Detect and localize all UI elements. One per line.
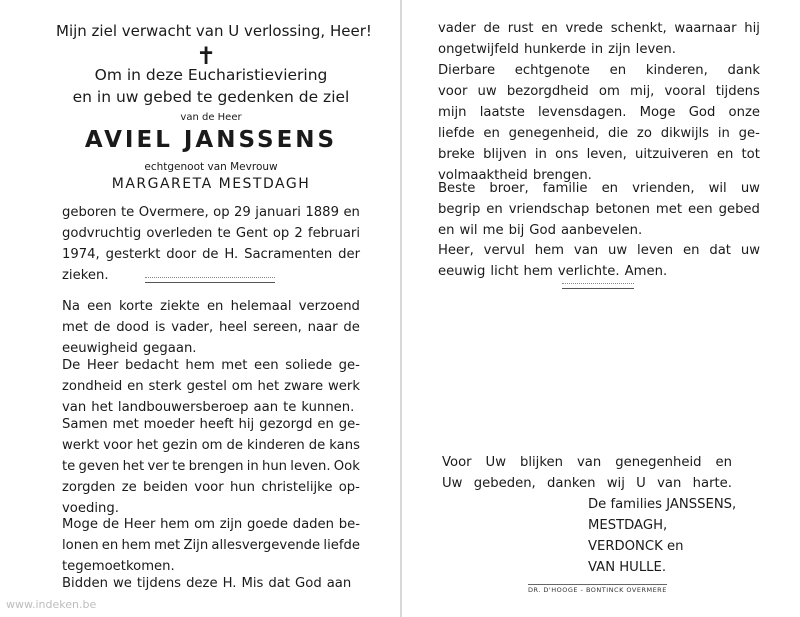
text-line: volmaaktheid brengen. — [438, 168, 592, 183]
cross-icon: ✝ — [196, 42, 217, 70]
paragraph-spouse-children — [438, 60, 760, 186]
deceased-name: AVIEL JANSSENS — [84, 127, 338, 153]
text-line: Samen met moeder heeft hij gezorgd en ge- — [62, 417, 360, 432]
family-signatures — [588, 494, 736, 578]
text-line: eeuwig licht hem verlichte. Amen. — [438, 264, 668, 279]
text-line: Beste broer, familie en vrienden, wil uw — [438, 181, 760, 196]
separator-line — [145, 277, 275, 283]
invitation-line-1: Om in deze Eucharistieviering — [94, 66, 328, 84]
text-line: liefde en genegenheid, die zo dikwijls in ge- — [438, 126, 760, 141]
paragraph-peaceful-death — [62, 296, 360, 359]
paragraph-reward — [62, 514, 360, 577]
watermark: www.indeken.be — [6, 598, 97, 611]
text-line: Uw gebeden, danken wij U van harte. — [442, 476, 732, 491]
text-line: lonen en hem met Zijn allesvergevende liefde — [62, 538, 360, 553]
text-line: te geven het ver te brengen in hun leven. Ook — [62, 459, 360, 474]
printer-credit: DR. D'HOOGE - BONTINCK OVERMERE — [528, 586, 667, 594]
family-line: De families JANSSENS, — [588, 497, 737, 512]
text-line: en wil me bij God aanbevelen. — [438, 223, 643, 238]
text-line: breke blijven in ons leven, uitzuiveren en tot — [438, 147, 760, 162]
text-line: zorgden ze beiden voor hun christelijke op- — [62, 480, 360, 495]
separator-line — [562, 283, 634, 289]
paragraph-friends — [438, 178, 760, 241]
text-line: Heer, vervul hem van uw leven en dat uw — [438, 243, 760, 258]
text-line: werkt voor het gezin om de kinderen de kans — [62, 438, 360, 453]
text-line: Bidden we tijdens deze H. Mis dat God aan — [62, 576, 352, 591]
text-line: 1974, gesterkt door de H. Sacramenten der — [62, 247, 360, 262]
text-line: vader de rust en vrede schenkt, waarnaar hij — [438, 21, 760, 36]
right-panel — [402, 0, 800, 617]
text-line: voeding. — [62, 501, 119, 516]
text-line: Na een korte ziekte en helemaal verzoend — [62, 299, 360, 314]
paragraph-health — [62, 355, 360, 418]
text-line: mijn laatste levensdagen. Moge God onze — [438, 105, 760, 120]
title-of-deceased: van de Heer — [180, 112, 242, 123]
text-line: zieken. — [62, 268, 109, 283]
text-line: Voor Uw blijken van genegenheid en — [442, 455, 732, 470]
spouse-name: MARGARETA MESTDAGH — [111, 176, 311, 192]
text-line: voor uw bezorgdheid om mij, vooral tijdens — [438, 84, 760, 99]
text-line: met de dood is vader, heel sereen, naar de — [62, 320, 360, 335]
thanks-paragraph — [442, 452, 732, 494]
text-line: zondheid en sterk gestel om het zware werk — [62, 379, 360, 394]
birth-death-paragraph — [62, 202, 360, 286]
spouse-label: echtgenoot van Mevrouw — [144, 161, 278, 173]
paragraph-family — [62, 414, 360, 519]
text-line: godvruchtig overleden te Gent op 2 februari — [62, 226, 360, 241]
text-line: van het landbouwersberoep aan te kunnen. — [62, 400, 355, 415]
paragraph-closing-prayer — [438, 240, 760, 282]
text-line: geboren te Overmere, op 29 januari 1889 en — [62, 205, 360, 220]
text-line: tegemoetkomen. — [62, 559, 175, 574]
text-line: begrip en vriendschap betonen met een gebed — [438, 202, 760, 217]
text-line: Dierbare echtgenote en kinderen, dank — [438, 63, 760, 78]
text-line: ongetwijfeld hunkerde in zijn leven. — [438, 42, 676, 57]
family-line: VERDONCK en — [588, 539, 684, 554]
opening-verse: Mijn ziel verwacht van U verlossing, Heer! — [56, 22, 372, 40]
text-line: eeuwigheid gegaan. — [62, 341, 197, 356]
family-line: VAN HULLE. — [588, 560, 667, 575]
paragraph-prayer — [62, 573, 360, 594]
family-line: MESTDAGH, — [588, 518, 668, 533]
invitation-line-2: en in uw gebed te gedenken de ziel — [72, 88, 350, 106]
text-line: De Heer bedacht hem met een soliede ge- — [62, 358, 360, 373]
text-line: Moge de Heer hem om zijn goede daden be- — [62, 517, 360, 532]
paragraph-prayer-continued — [438, 18, 760, 60]
